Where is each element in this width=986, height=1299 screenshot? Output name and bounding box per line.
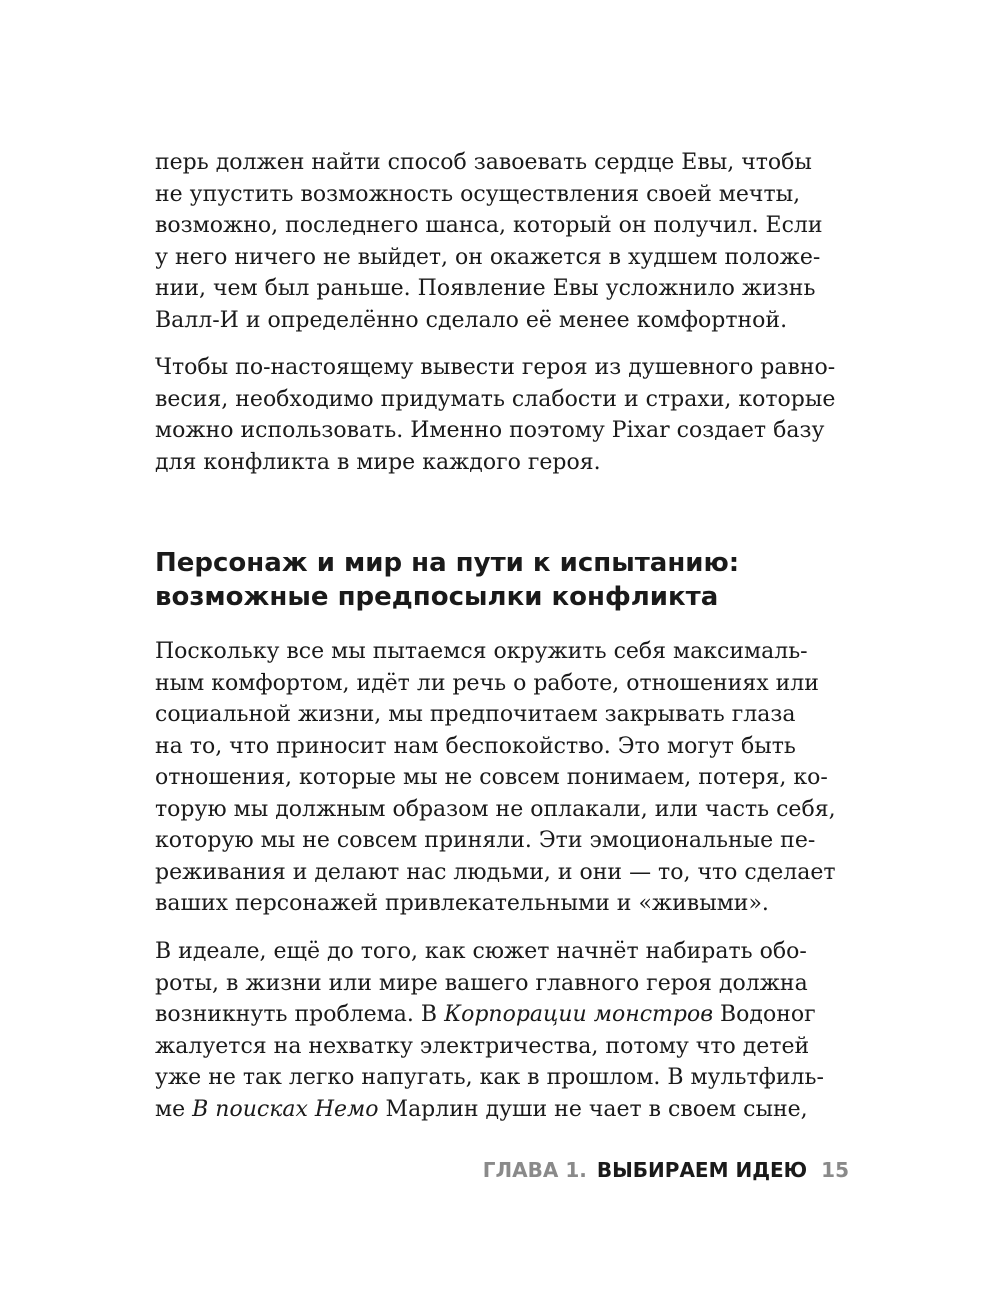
text-segment: ме — [155, 1096, 193, 1122]
text-line — [155, 999, 855, 1031]
text-line: жалуется на нехватку электричества, потому что детей — [155, 1033, 810, 1059]
text-line: реживания и делают нас людьми, и они — то, что сделает — [155, 859, 836, 885]
paragraph-4 — [155, 936, 855, 1125]
text-line: торую мы должным образом не оплакали, или часть себя, — [155, 796, 836, 822]
text-line: социальной жизни, мы предпочитаем закрывать глаза — [155, 702, 796, 727]
text-segment: Водоног — [713, 1002, 816, 1027]
paragraph-1 — [155, 147, 855, 336]
text-line: ваших персонажей привлекательными и «живыми». — [155, 891, 769, 916]
page-number: 15 — [821, 1158, 849, 1182]
text-line: отношения, которые мы не совсем понимаем, потеря, ко- — [155, 765, 828, 790]
text-line: Валл-И и определённо сделало её менее комфортной. — [155, 307, 788, 333]
text-line: ным комфортом, идёт ли речь о работе, отношениях или — [155, 670, 819, 696]
text-line: роты, в жизни или мире вашего главного героя должна — [155, 970, 808, 996]
text-line — [155, 1094, 855, 1126]
section-heading — [155, 546, 855, 614]
text-line: которую мы не совсем приняли. Эти эмоциональные пе- — [155, 828, 816, 853]
paragraph-3 — [155, 636, 855, 920]
text-line: на то, что приносит нам беспокойство. Это могут быть — [155, 733, 796, 759]
heading-line-2: возможные предпосылки конфликта — [155, 582, 719, 612]
text-line: не упустить возможность осуществления своей мечты, — [155, 181, 801, 207]
text-line: Чтобы по-настоящему вывести героя из душевного равно- — [155, 355, 836, 380]
film-title: Корпорации монстров — [444, 1002, 714, 1027]
text-line: В идеале, ещё до того, как сюжет начнёт набирать обо- — [155, 939, 807, 964]
heading-line-1: Персонаж и мир на пути к испытанию: — [155, 548, 740, 578]
text-line: для конфликта в мире каждого героя. — [155, 449, 601, 475]
text-line: у него ничего не выйдет, он окажется в худшем положе- — [155, 244, 821, 270]
paragraph-2 — [155, 352, 855, 478]
film-title: В поисках Немо — [192, 1096, 379, 1122]
text-line: нии, чем был раньше. Появление Евы усложнило жизнь — [155, 276, 816, 301]
text-line: возможно, последнего шанса, который он получил. Если — [155, 213, 823, 238]
text-line: перь должен найти способ завоевать сердце Евы, чтобы — [155, 150, 812, 175]
text-line: Поскольку все мы пытаемся окружить себя максималь- — [155, 639, 808, 664]
text-line: уже не так легко напугать, как в прошлом. В мультфиль- — [155, 1065, 824, 1090]
chapter-title: ВЫБИРАЕМ ИДЕЮ — [596, 1158, 808, 1182]
text-line: можно использовать. Именно поэтому Pixar создает базу — [155, 418, 825, 443]
text-line: весия, необходимо придумать слабости и страхи, которые — [155, 386, 836, 412]
chapter-number: ГЛАВА 1. — [482, 1158, 587, 1182]
text-segment: возникнуть проблема. В — [155, 1002, 445, 1027]
running-footer — [483, 1158, 849, 1182]
text-segment: Марлин души не чает в своем сыне, — [378, 1096, 808, 1122]
